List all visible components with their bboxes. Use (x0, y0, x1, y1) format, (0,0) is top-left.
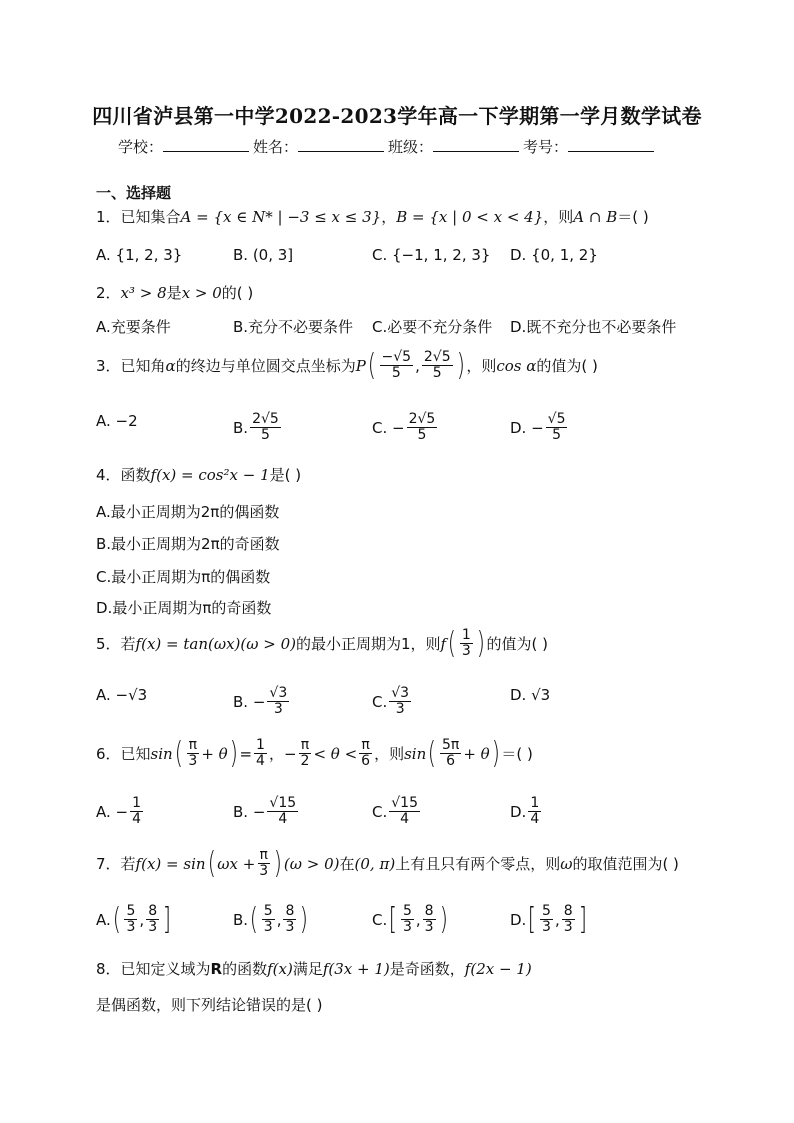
student-info-row (118, 136, 658, 157)
option-a[interactable]: A. ( $\frac{5}{3}$ , $\frac{8}{3}$ ] (96, 901, 172, 937)
id-label: 考号： (523, 138, 569, 156)
option-c[interactable]: C. $\frac{√15}{4}$ (372, 795, 418, 828)
option-d[interactable]: D. √3 (510, 686, 551, 704)
question-4-option-c[interactable]: C.最小正周期为π的偶函数 (96, 568, 271, 586)
option-d[interactable]: D. {0, 1, 2} (510, 246, 598, 264)
exam-title: 四川省泸县第一中学2022-2023学年高一下学期第一学月数学试卷 (92, 104, 702, 128)
class-blank (433, 137, 519, 152)
question-6-stem: 6．已知 sin ( $\frac{\pi}{3}$ + θ ) = $\frac{1}{4}$ ，− $\frac{\pi}{2}$ < θ < $\frac{\pi}{6}$ ，则 sin ( $\frac{5\pi}{6}$ + θ ) ＝( ) (96, 735, 533, 771)
option-c[interactable]: C.必要不充分条件 (372, 318, 493, 336)
option-d[interactable]: D. $\frac{1}{4}$ (510, 795, 540, 828)
class-label: 班级： (388, 138, 434, 156)
question-8-stem: 8．已知定义域为 R 的函数 f(x) 满足 f(3x + 1) 是奇函数， f(2x − 1) (96, 959, 532, 978)
option-b[interactable]: B.充分不必要条件 (233, 318, 354, 336)
question-4-option-a[interactable]: A.最小正周期为2π的偶函数 (96, 503, 280, 521)
question-7-stem: 7．若 f(x) = sin ( ωx + $\frac{\pi}{3}$ ) (ω > 0) 在 (0, π) 上有且只有两个零点，则 ω 的取值范围为( ) (96, 845, 679, 881)
option-a[interactable]: A. {1, 2, 3} (96, 246, 183, 264)
option-a[interactable]: A. −2 (96, 412, 138, 430)
option-c[interactable]: C. [ $\frac{5}{3}$ , $\frac{8}{3}$ ) (372, 901, 448, 937)
section-heading: 一、选择题 (96, 184, 172, 202)
option-d[interactable]: D.既不充分也不必要条件 (510, 318, 677, 336)
name-blank (298, 137, 384, 152)
question-1-stem: 1．已知集合 A = {x ∈ N* | −3 ≤ x ≤ 3} ， B = {x | 0 < x < 4} ，则 A ∩ B ＝( ) (96, 207, 649, 226)
question-4-option-d[interactable]: D.最小正周期为π的奇函数 (96, 599, 272, 617)
option-b[interactable]: B. − $\frac{√3}{3}$ (233, 685, 288, 718)
school-blank (163, 137, 249, 152)
option-a[interactable]: A.充要条件 (96, 318, 171, 336)
question-4-option-b[interactable]: B.最小正周期为2π的奇函数 (96, 535, 280, 553)
id-blank (568, 137, 654, 152)
option-a[interactable]: A. − $\frac{1}{4}$ (96, 795, 142, 828)
option-b[interactable]: B. $\frac{2√5}{5}$ (233, 411, 279, 444)
option-c[interactable]: C. − $\frac{2√5}{5}$ (372, 411, 436, 444)
name-label: 姓名： (253, 138, 299, 156)
fraction: $\frac{1}{3}$ (461, 627, 471, 660)
option-c[interactable]: C. $\frac{√3}{3}$ (372, 685, 410, 718)
fraction: $\frac{-√5}{5}$ (381, 349, 412, 382)
option-d[interactable]: D. − $\frac{√5}{5}$ (510, 411, 566, 444)
school-label: 学校： (118, 138, 164, 156)
option-b[interactable]: B. ( $\frac{5}{3}$ , $\frac{8}{3}$ ) (233, 901, 309, 937)
question-4-stem: 4．函数 f(x) = cos²x − 1 是( ) (96, 465, 302, 484)
option-d[interactable]: D. [ $\frac{5}{3}$ , $\frac{8}{3}$ ] (510, 901, 587, 937)
option-b[interactable]: B. − $\frac{√15}{4}$ (233, 795, 297, 828)
option-c[interactable]: C. {−1, 1, 2, 3} (372, 246, 491, 264)
fraction: $\frac{2√5}{5}$ (423, 349, 451, 382)
question-3-stem: 3．已知角 α 的终边与单位圆交点坐标为 P ( $\frac{-√5}{5}$ , $\frac{2√5}{5}$ ) ，则 cos α 的值为( ) (96, 347, 598, 383)
question-2-stem: 2． x³ > 8 是 x > 0 的( ) (96, 283, 254, 302)
option-b[interactable]: B. (0, 3] (233, 246, 294, 264)
option-a[interactable]: A. −√3 (96, 686, 148, 704)
question-5-stem: 5．若 f(x) = tan(ωx)(ω > 0) 的最小正周期为1，则 f ( $\frac{1}{3}$ ) 的值为( ) (96, 625, 548, 661)
question-8-stem-line2: 是偶函数，则下列结论错误的是( ) (96, 996, 323, 1014)
